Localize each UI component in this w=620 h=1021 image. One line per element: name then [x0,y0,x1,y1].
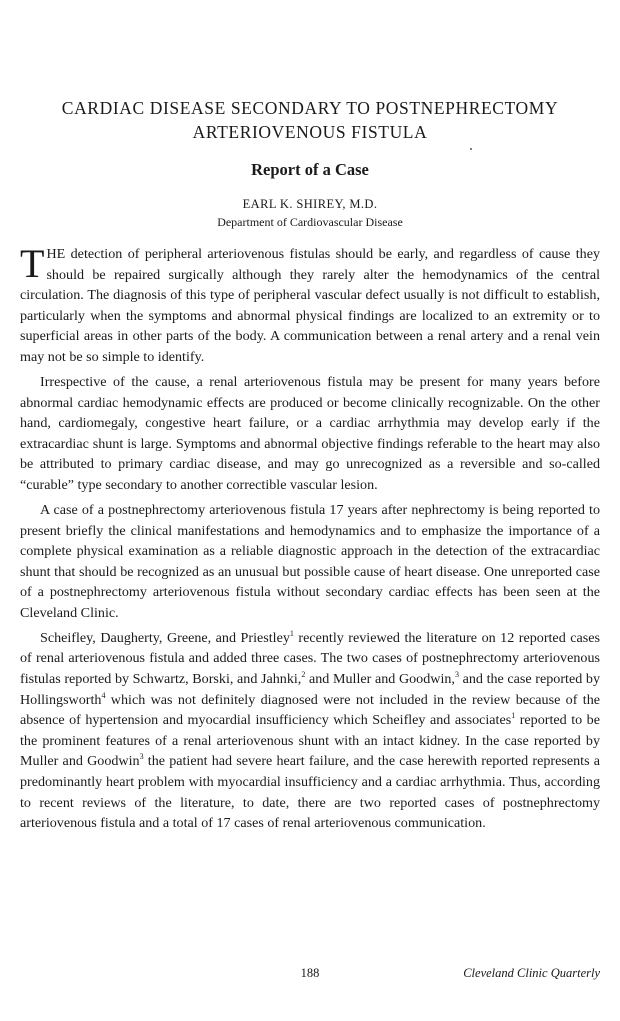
page-footer [20,966,600,986]
reference-superscript: 3 [139,752,144,762]
stray-mark [470,148,472,150]
reference-superscript: 4 [101,690,106,700]
reference-superscript: 3 [454,670,459,680]
article-subtitle: Report of a Case [251,160,369,179]
journal-name: Cleveland Clinic Quarterly [463,966,600,980]
reference-superscript: 2 [301,670,306,680]
p4-text-7: the patient had severe heart failure, and the case herewith reported represents a predominantly heart problem with myocardial insufficiency and a cardiac arrhythmia. Thus, according to recent reviews of the literature, to date, there are two reported cases of postnephrectomy arteriovenous fistula and a total of 17 cases of renal arteriovenous communication. [20,753,601,832]
paragraph-3: A case of a postnephrectomy arteriovenous fistula 17 years after nephrectomy is being reported to present briefly the clinical manifestations and hemodynamics and to emphasize the importance of a complete physical examination as a reliable diagnostic approach in the detection of the extracardiac shunt that should be recognized as an unusual but possible cause of heart disease. One unreported case of a postnephrectomy arteriovenous fistula without secondary cardiac effects has been seen at the Cleveland Clinic. [20,501,600,621]
p4-text-3: and Muller and Goodwin, [305,671,455,688]
author-name: EARL K. SHIREY, M.D. [242,197,378,211]
p4-text-2: recently reviewed the literature on 12 reported cases of renal arteriovenous fistula and added three cases. The two cases of postnephrectomy arteriovenous fistulas reported by Schwartz, Borski, and Jahnki, [20,629,600,688]
article-title [20,96,600,144]
article-title-line-1: CARDIAC DISEASE SECONDARY TO POSTNEPHRECTOMY [61,98,559,118]
author-department: Department of Cardiovascular Disease [217,215,403,229]
paragraph-4 [20,628,600,834]
article-title-line-2: ARTERIOVENOUS FISTULA [192,122,428,142]
p4-text-4: and the case reported by Hollingsworth [20,671,600,708]
p4-text-6: reported to be the prominent features of a renal arteriovenous shunt with an intact kidney. In the case reported by Muller and Goodwin [20,712,600,770]
article-body [20,241,601,838]
p4-text-5: which was not definitely diagnosed were not included in the review because of the absence of hypertension and myocardial insufficiency which Scheifley and associates [20,691,600,729]
paragraph-2: Irrespective of the cause, a renal arteriovenous fistula may be present for many years before abnormal cardiac hemodynamic effects are produced or become clinically recognizable. On the other hand, cardiomegaly, congestive heart failure, or a cardiac arrhythmia may develop early if the extracardiac shunt is large. Symptoms and abnormal objective findings referable to the heart may also be attributed to primary cardiac disease, and may go unrecognized as a reversible and so-called “curable” type secondary to another correctible vascular lesion. [20,373,600,493]
reference-superscript: 1 [289,628,294,638]
page-number: 188 [300,966,320,980]
paragraph-1 [20,241,600,368]
reference-superscript: 1 [511,711,516,721]
p4-text-1: Scheifley, Daugherty, Greene, and Priestley [40,629,290,646]
paragraph-1-text: HE detection of peripheral arteriovenous fistulas should be early, and regardless of cause they should be repaired surgically although they rarely alter the hemodynamics of the central circulation. The diagnosis of this type of peripheral vascular defect usually is not difficult to establish, particularly when the symptoms and abnormal physical findings are localized to an extremity or to superficial areas in other parts of the body. A communication between a renal artery and a renal vein may not be so simple to identify. [20,246,600,365]
drop-cap: T [20,241,45,286]
